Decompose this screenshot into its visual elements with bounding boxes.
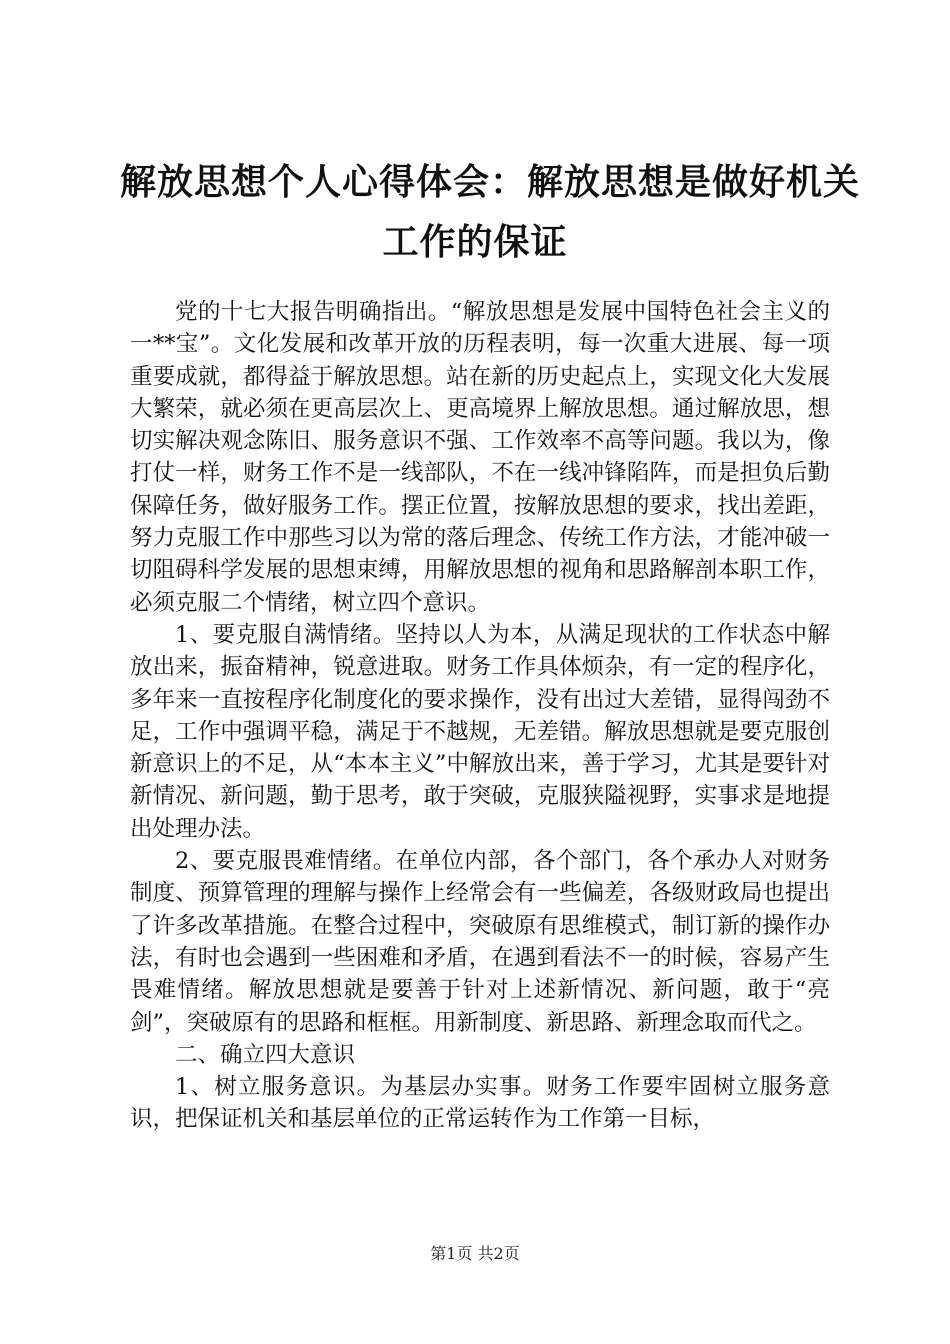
paragraph-overcome-fear: 2、要克服畏难情绪。在单位内部，各个部门，各个承办人对财务制度、预算管理的理解与操作上经常会有一些偏差，各级财政局也提出了许多改革措施。在整合过程中，突破原有思维模式，制订新的操作办法，有时也会遇到一些困难和矛盾，在遇到看法不一的时候，容易产生畏难情绪。解放思想就是要善于针对上述新情况、新问题，敢于“亮剑”，突破原有的思路和框框。用新制度、新思路、新理念取而代之。 — [130, 848, 830, 1036]
page-number-footer: 第1页 共2页 — [430, 1244, 520, 1263]
document-title-line-2: 工作的保证 — [382, 221, 568, 263]
paragraph-overcome-complacency: 1、要克服自满情绪。坚持以人为本，从满足现状的工作状态中解放出来，振奋精神，锐意进取。财务工作具体烦杂，有一定的程序化，多年来一直按程序化制度化的要求操作，没有出过大差错，显得闯劲不足，工作中强调平稳，满足于不越规，无差错。解放思想就是要克服创新意识上的不足，从“本本主义”中解放出来，善于学习，尤其是要针对新情况、新问题，勤于思考，敢于突破，克服狭隘视野，实事求是地提出处理办法。 — [130, 621, 830, 842]
paragraph-service-awareness: 1、树立服务意识。为基层办实事。财务工作要牢固树立服务意识，把保证机关和基层单位的正常运转作为工作第一目标， — [130, 1074, 830, 1133]
document-title-line-1: 解放思想个人心得体会：解放思想是做好机关 — [120, 161, 861, 203]
section-heading-four-awareness: 二、确立四大意识 — [175, 1041, 356, 1068]
paragraph-intro: 党的十七大报告明确指出。“解放思想是发展中国特色社会主义的一**宝”。文化发展和改革开放的历程表明，每一次重大进展、每一项重要成就，都得益于解放思想。站在新的历史起点上，实现文化大发展大繁荣，就必须在更高层次上、更高境界上解放思想。通过解放思，想切实解决观念陈旧、服务意识不强、工作效率不高等问题。我以为，像打仗一样，财务工作不是一线部队，不在一线冲锋陷阵，而是担负后勤保障任务，做好服务工作。摆正位置，按解放思想的要求，找出差距，努力克服工作中那些习以为常的落后理念、传统工作方法，才能冲破一切阻碍科学发展的思想束缚，用解放思想的视角和思路解剖本职工作，必须克服二个情绪，树立四个意识。 — [130, 299, 830, 616]
document-body — [130, 296, 830, 1136]
